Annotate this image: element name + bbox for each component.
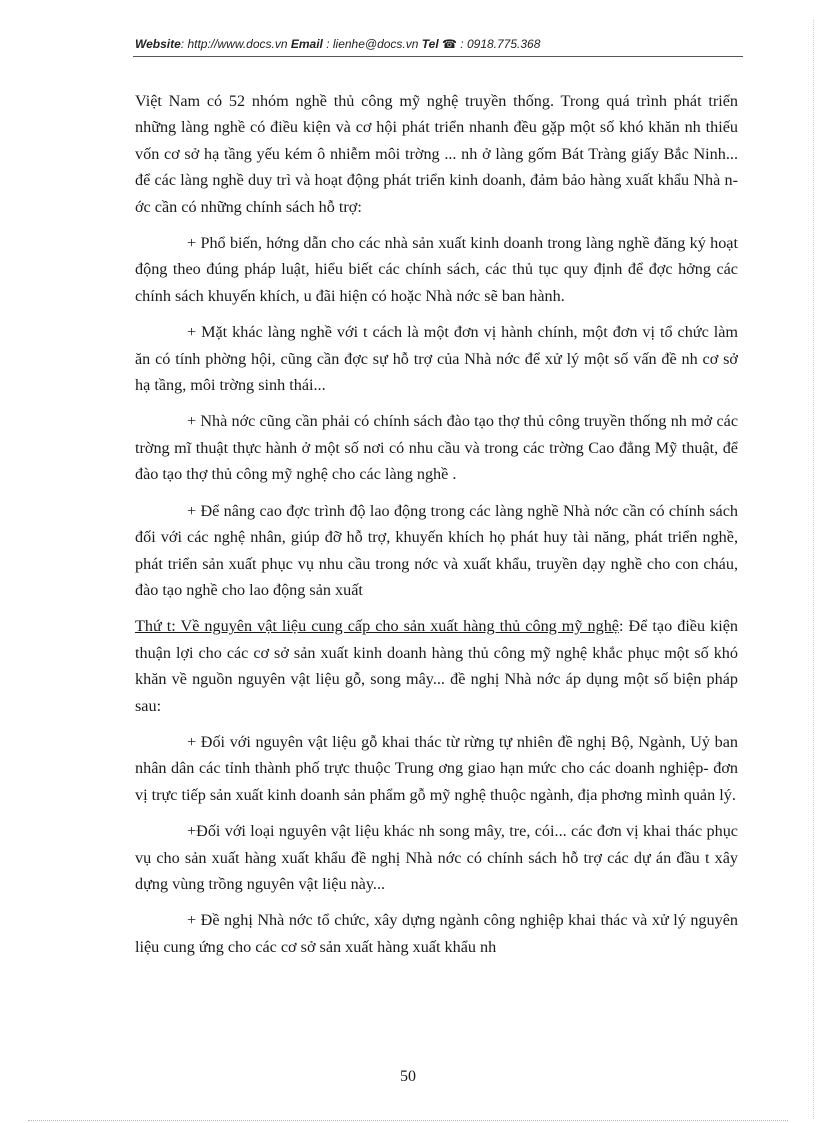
page-number: 50 bbox=[400, 1068, 416, 1085]
website-label: Website bbox=[135, 37, 181, 51]
section-intro: : Để tạo điều kiện thuận lợi cho các cơ sở sản xuất kinh doanh hàng thủ công mỹ nghệ khắc phục một số khó khăn về nguồn nguyên vật liệu gỗ, song mây... đề nghị Nhà nớc áp dụng một số biện pháp sau: bbox=[135, 617, 738, 715]
paragraph-support-4: + Để nâng cao đợc trình độ lao động trong các làng nghề Nhà nớc cần có chính sách đối với các nghệ nhân, giúp đỡ hỗ trợ, khuyến khích họ phát huy tài năng, phát triển nghề, phát triển sản xuất phục vụ nhu cầu trong nớc và xuất khẩu, truyền dạy nghề cho con cháu, đào tạo nghề cho lao động sản xuất bbox=[135, 501, 738, 599]
tel-label: Tel bbox=[421, 37, 439, 51]
paragraph-intro: Việt Nam có 52 nhóm nghề thủ công mỹ nghệ truyền thống. Trong quá trình phát triển những làng nghề có điều kiện và cơ hội phát triển nhanh đều gặp một số khó khăn nh thiếu vốn cơ sở hạ tầng yếu kém ô nhiễm môi trờng ... nh ở làng gốm Bát Tràng giấy Bắc Ninh... để các làng nghề duy trì và hoạt động phát triển kinh doanh, đảm bảo hàng xuất khẩu Nhà nớc cần có những chính sách hỗ trợ: bbox=[135, 92, 738, 216]
phone-icon: ☎ bbox=[442, 37, 457, 51]
paragraph-materials-3: + Đề nghị Nhà nớc tổ chức, xây dựng ngành công nghiệp khai thác và xử lý nguyên liệu cung ứng cho các cơ sở sản xuất hàng xuất khẩu nh bbox=[135, 911, 738, 956]
paragraph-materials-2: +Đối với loại nguyên vật liệu khác nh song mây, tre, cói... các đơn vị khai thác phục vụ cho sản xuất hàng xuất khẩu đề nghị Nhà nớc có chính sách hỗ trợ các dự án đầu t xây dựng vùng trồng nguyên vật liệu này... bbox=[135, 822, 738, 893]
page-right-border bbox=[813, 20, 814, 1119]
section-heading: Thứ t: Về nguyên vật liệu cung cấp cho sản xuất hàng thủ công mỹ nghệ bbox=[135, 617, 619, 636]
paragraph-support-1: + Phổ biến, hớng dẫn cho các nhà sản xuất kinh doanh trong làng nghề đăng ký hoạt động theo đúng pháp luật, hiểu biết các chính sách, các thủ tục quy định để đợc hởng các chính sách khuyến khích, u đãi hiện có hoặc Nhà nớc sẽ ban hành. bbox=[135, 234, 738, 305]
website-link[interactable]: : http://www.docs.vn bbox=[180, 37, 291, 51]
paragraph-support-3: + Nhà nớc cũng cần phải có chính sách đào tạo thợ thủ công truyền thống nh mở các trờng mĩ thuật thực hành ở một số nơi có nhu cầu và trong các trờng Cao đẳng Mỹ thuật, để đào tạo thợ thủ công mỹ nghệ cho các làng nghề . bbox=[135, 412, 738, 484]
email-link[interactable]: : lienhe@docs.vn bbox=[322, 37, 422, 51]
header-divider bbox=[133, 56, 743, 57]
page-header bbox=[135, 37, 740, 51]
email-label: Email bbox=[290, 37, 323, 51]
paragraph-materials-1: + Đối với nguyên vật liệu gỗ khai thác từ rừng tự nhiên đề nghị Bộ, Ngành, Uỷ ban nhân dân các tỉnh thành phố trực thuộc Trung ơng giao hạn mức cho các doanh nghiệp- đơn vị trực tiếp sản xuất kinh doanh sản phẩm gỗ mỹ nghệ thuộc ngành, địa phơng mình quản lý. bbox=[135, 732, 738, 804]
section-materials bbox=[135, 613, 738, 719]
page-bottom-border bbox=[28, 1120, 788, 1121]
paragraph-support-2: + Mặt khác làng nghề với t cách là một đơn vị hành chính, một đơn vị tổ chức làm ăn có tính phờng hội, cũng cần đợc sự hỗ trợ của Nhà nớc để xử lý một số vấn đề nh cơ sở hạ tầng, môi trờng sinh thái... bbox=[135, 323, 738, 395]
document-body bbox=[135, 88, 738, 970]
tel-value: : 0918.775.368 bbox=[456, 37, 541, 51]
